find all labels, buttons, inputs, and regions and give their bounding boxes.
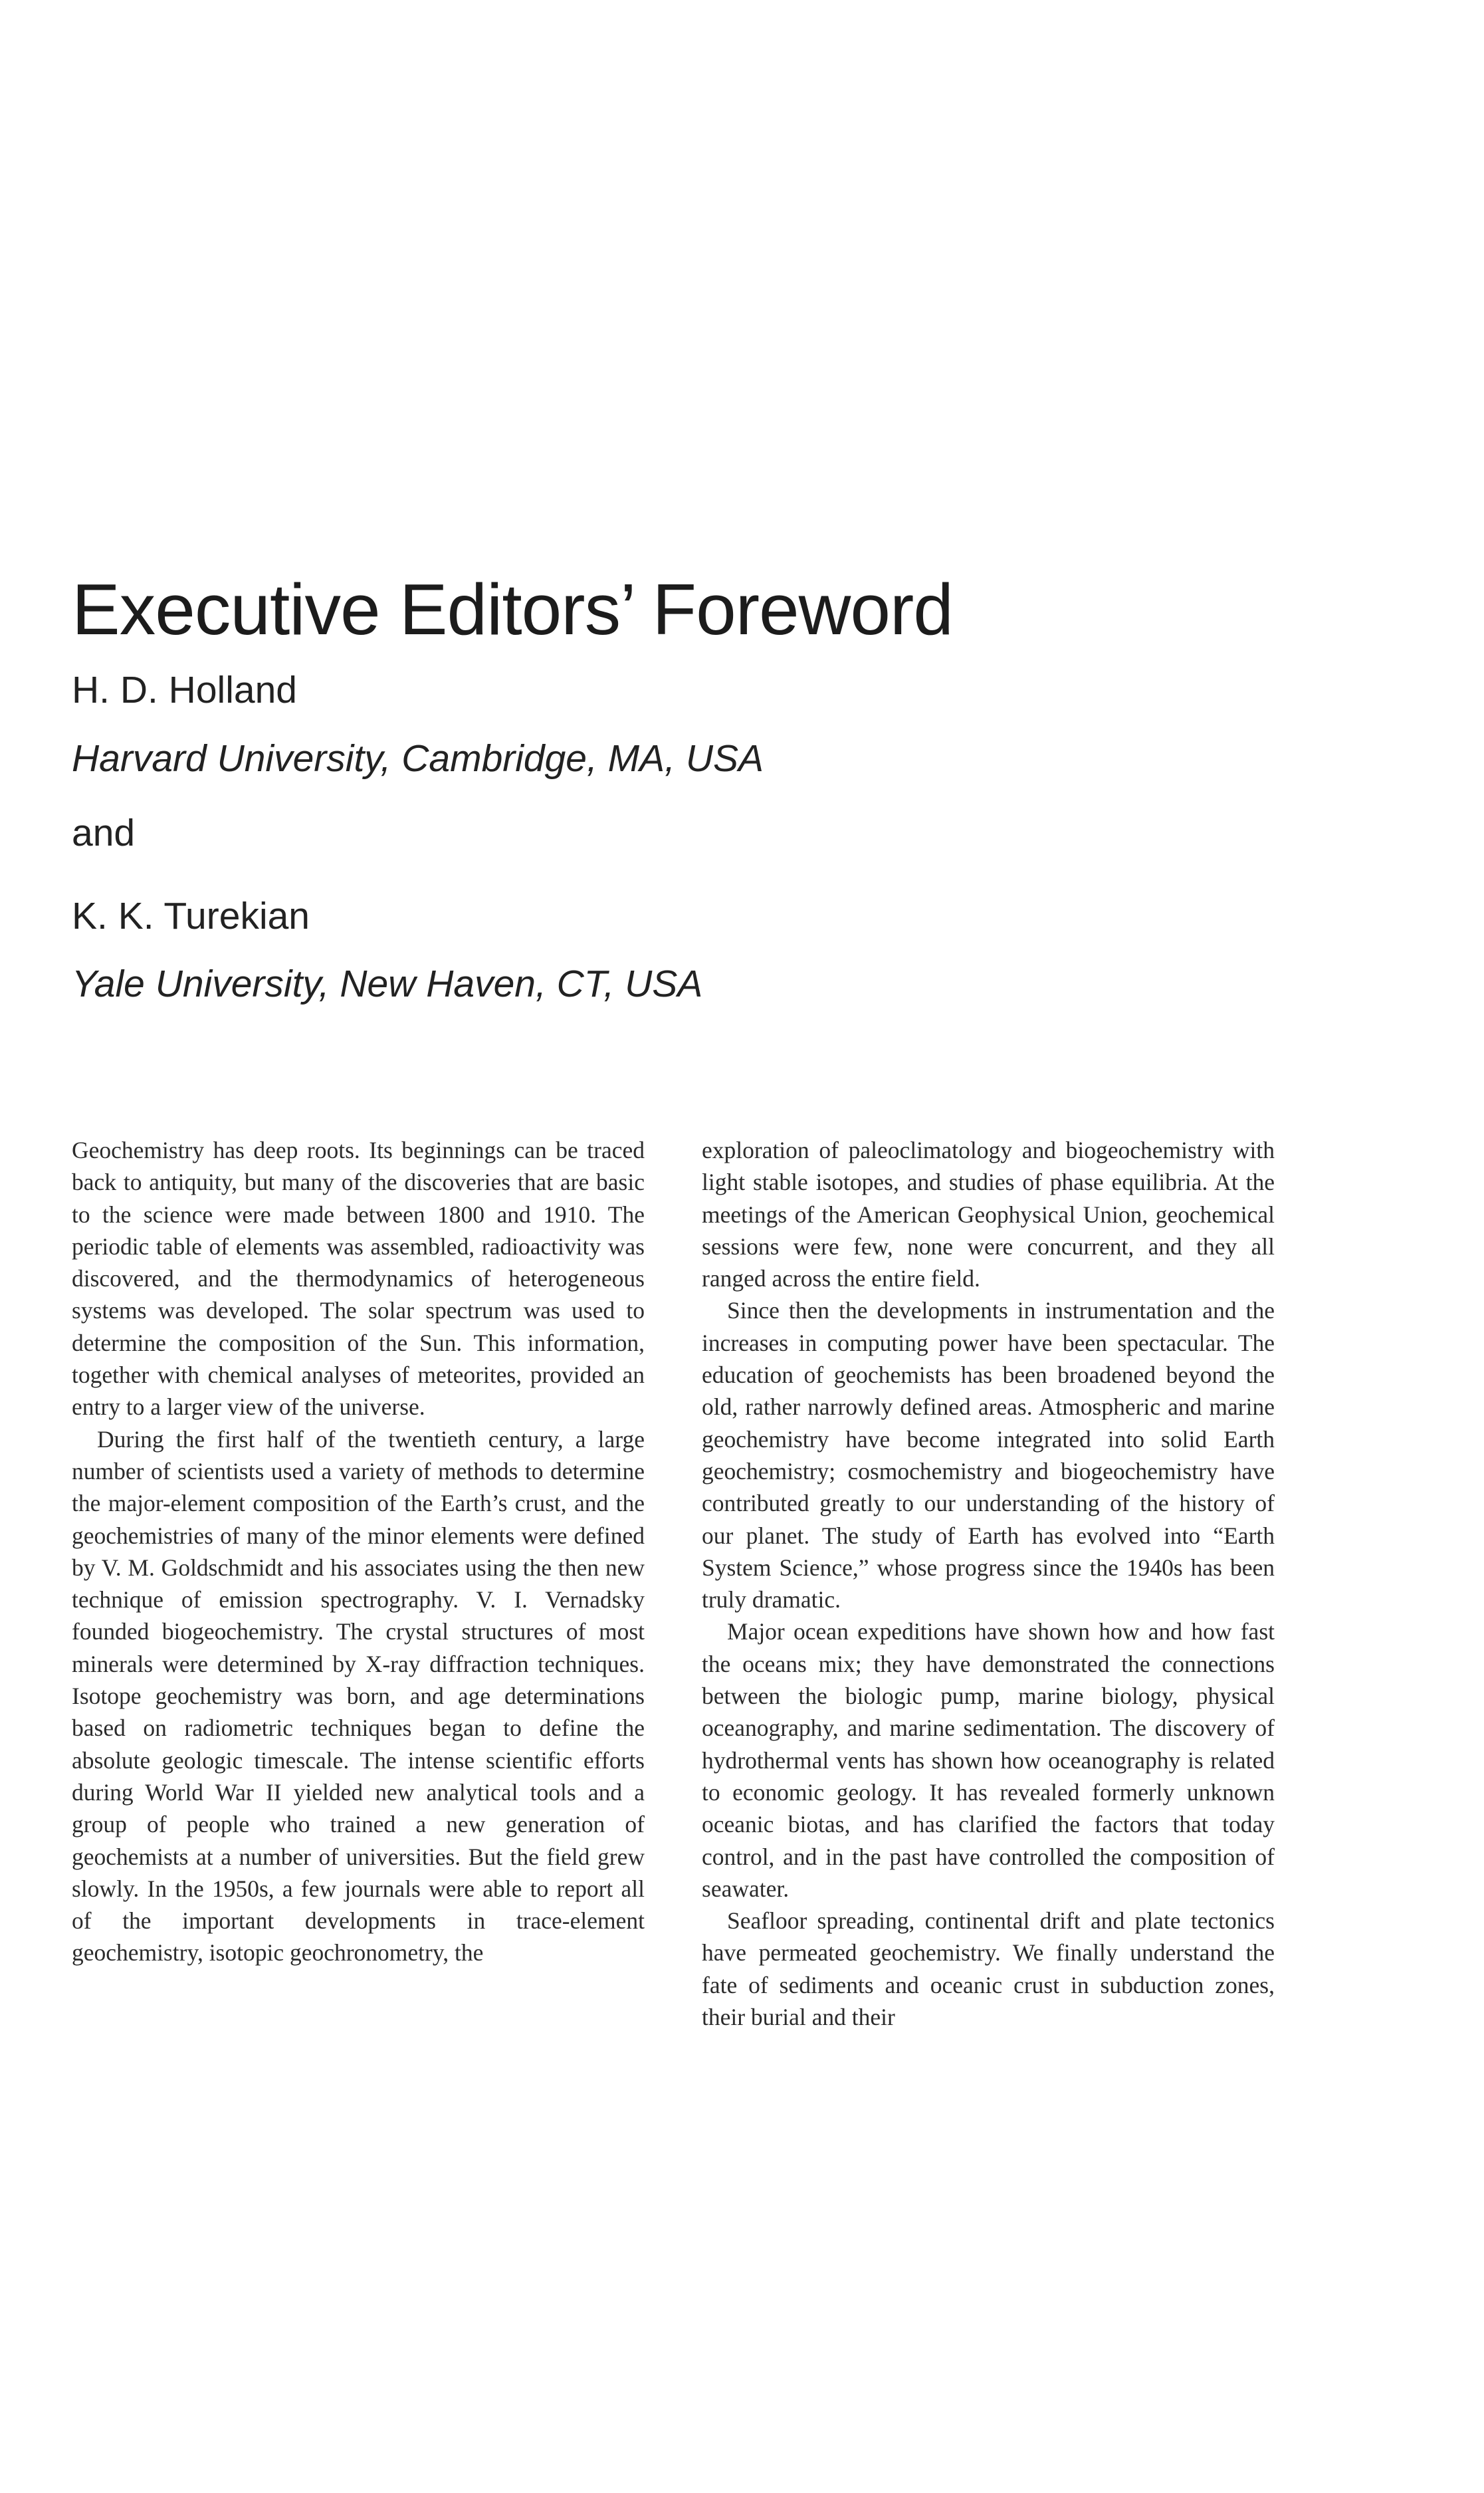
paragraph: Geochemistry has deep roots. Its beginnings can be traced back to antiquity, but many of the discoveries that are basic to the science were made between 1800 and 1910. The periodic table of elements was assembled, radioactivity was discovered, and the thermodynamics of heterogeneous systems was developed. The solar spectrum was used to determine the composition of the Sun. This information, together with chemical analyses of meteorites, provided an entry to a larger view of the universe.	[72, 1137, 645, 1421]
paragraph: Major ocean expeditions have shown how and how fast the oceans mix; they have demonstrated the connections between the biologic pump, marine biology, physical oceanography, and marine sedimentation. The discovery of hydrothermal vents has shown how oceanography is related to economic geology. It has revealed formerly unknown oceanic biotas, and has clarified the factors that today control, and in the past have controlled the composition of seawater.	[702, 1618, 1275, 1902]
body-column-left	[72, 1134, 645, 1969]
author-name-holland: H. D. Holland	[72, 669, 297, 712]
author-affiliation-harvard: Harvard University, Cambridge, MA, USA	[72, 737, 764, 780]
body-column-right	[702, 1134, 1275, 2033]
paragraph: exploration of paleoclimatology and biogeochemistry with light stable isotopes, and studies of phase equilibria. At the meetings of the American Geophysical Union, geochemical sessions were few, none were concurrent, and they all ranged across the entire field.	[702, 1137, 1275, 1292]
author-affiliation-yale: Yale University, New Haven, CT, USA	[72, 962, 703, 1005]
author-name-turekian: K. K. Turekian	[72, 894, 310, 937]
paragraph: Since then the developments in instrumentation and the increases in computing power have been spectacular. The education of geochemists has been broadened beyond the old, rather narrowly defined areas. Atmospheric and marine geochemistry have become integrated into solid Earth geochemistry; cosmochemistry and biogeochemistry have contributed greatly to our understanding of the history of our planet. The study of Earth has evolved into “Earth System Science,” whose progress since the 1940s has been truly dramatic.	[702, 1297, 1275, 1613]
page-title: Executive Editors’ Foreword	[72, 569, 953, 650]
paragraph: Seafloor spreading, continental drift and plate tectonics have permeated geochemistry. We finally understand the fate of sediments and oceanic crust in subduction zones, their burial and their	[702, 1907, 1275, 2031]
author-conjunction: and	[72, 812, 136, 855]
foreword-heading	[72, 568, 1268, 1007]
paragraph: During the first half of the twentieth century, a large number of scientists used a variety of methods to determine the major-element composition of the Earth’s crust, and the geochemistries of many of the minor elements were defined by V. M. Goldschmidt and his associates using the then new technique of emission spectrography. V. I. Vernadsky founded biogeochemistry. The crystal structures of most minerals were determined by X-ray diffraction techniques. Isotope geochemistry was born, and age determinations based on radiometric techniques began to define the absolute geologic timescale. The intense scientific efforts during World War II yielded new analytical tools and a group of people who trained a new generation of geochemists at a number of universities. But the field grew slowly. In the 1950s, a few journals were able to report all of the important developments in trace-element geochemistry, isotopic geochronometry, the	[72, 1425, 645, 1966]
